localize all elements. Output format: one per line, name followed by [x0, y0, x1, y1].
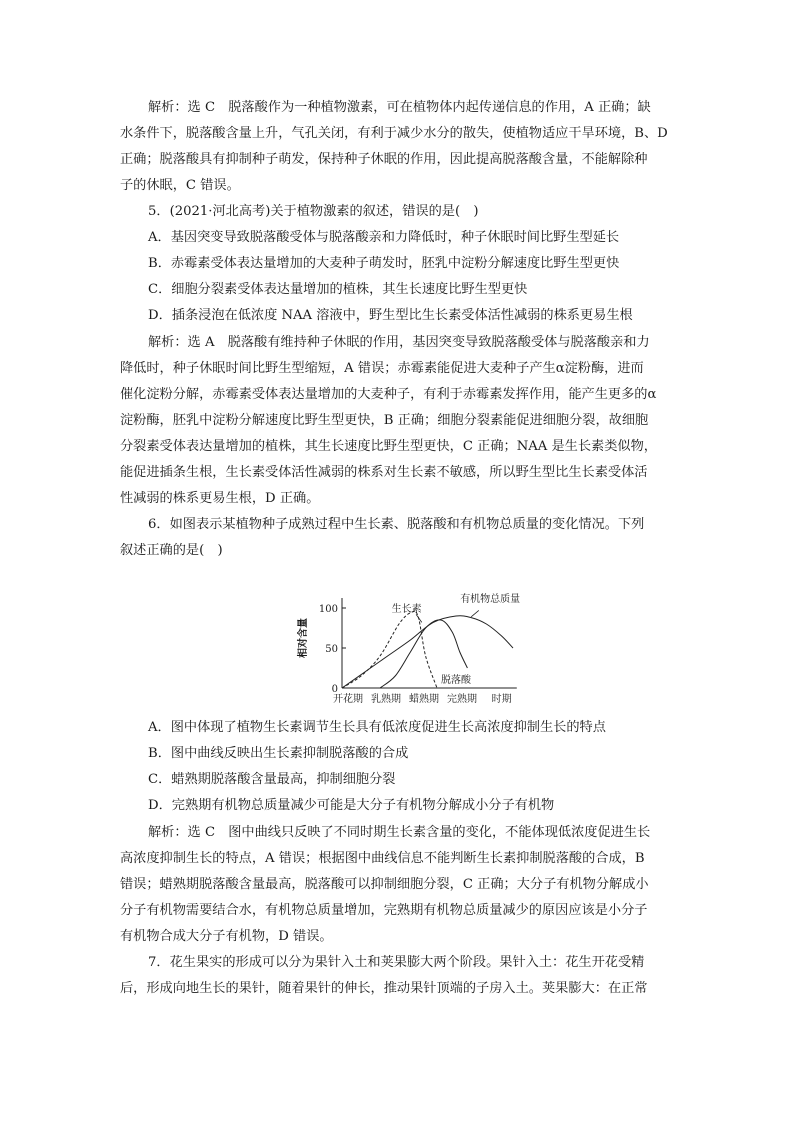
series-label-1: 脱落酸	[441, 674, 471, 686]
option-c: C．蜡熟期脱落酸含量最高，抑制细胞分裂	[148, 772, 396, 787]
analysis-line: 解析：选 C 图中曲线只反映了不同时期生长素含量的变化，不能体现低浓度促进生长	[148, 825, 651, 840]
hormone-chart	[290, 588, 530, 710]
text-line: 水条件下，脱落酸含量上升，气孔关闭，有利于减少水分的散失，使植物适应干旱环境，B、D	[120, 126, 668, 141]
y-axis-label: 相对含量	[298, 618, 309, 658]
series-label-0: 生长素	[391, 604, 422, 615]
y-tick-label: 0	[331, 684, 338, 695]
question-7-stem: 7．花生果实的形成可以分为果针入土和荚果膨大两个阶段。果针入土：花生开花受精	[148, 955, 645, 970]
text-line: 催化淀粉分解，赤霉素受体表达量增加的大麦种子，有利于赤霉素发挥作用，能产生更多的α	[120, 387, 657, 402]
text-line: 分裂素受体表达量增加的植株，其生长速度比野生型更快，C 正确；NAA 是生长素类似物，	[120, 439, 657, 454]
text-line: 叙述正确的是( )	[120, 543, 223, 558]
text-line: 性减弱的株系更易生根，D 正确。	[120, 491, 320, 506]
option-c: C．细胞分裂素受体表达量增加的植株，其生长速度比野生型更快	[148, 282, 528, 297]
chart-series	[342, 611, 513, 688]
x-tick-label: 开花期	[333, 694, 363, 705]
text-line: 淀粉酶，胚乳中淀粉分解速度比野生型更快，B 正确；细胞分裂素能促进细胞分裂，故细胞	[120, 413, 649, 428]
text-line: 解析：选 C 脱落酸作为一种植物激素，可在植物体内起传递信息的作用，A 正确；缺	[148, 100, 651, 115]
text-line: 错误；蜡熟期脱落酸含量最高，脱落酸可以抑制细胞分裂，C 正确；大分子有机物分解成小	[120, 877, 649, 892]
series-label-2: 有机物总质量	[460, 594, 521, 605]
series-line-0	[342, 611, 437, 688]
x-tick-label: 蜡熟期	[409, 694, 439, 705]
analysis-line: 解析：选 A 脱落酸有维持种子休眠的作用，基因突变导致脱落酸受体与脱落酸亲和力	[148, 335, 650, 350]
text-line: 有机物合成大分子有机物，D 错误。	[120, 929, 333, 944]
x-axis-label: 时期	[491, 694, 512, 705]
option-d: D．插条浸泡在低浓度 NAA 溶液中，野生型比生长素受体活性减弱的株系更易生根	[148, 308, 633, 323]
leader-line-2	[471, 610, 479, 616]
option-a: A．图中体现了植物生长素调节生长具有低浓度促进生长高浓度抑制生长的特点	[148, 720, 606, 735]
y-tick-label: 50	[325, 644, 338, 655]
series-line-2	[342, 616, 513, 688]
text-line: 能促进插条生根，生长素受体活性减弱的株系对生长素不敏感，所以野生型比生长素受体活	[120, 465, 648, 480]
option-b: B．赤霉素受体表达量增加的大麦种子萌发时，胚乳中淀粉分解速度比野生型更快	[148, 256, 620, 271]
text-line: 高浓度抑制生长的特点，A 错误；根据图中曲线信息不能判断生长素抑制脱落酸的合成，B	[120, 851, 645, 866]
text-line: 降低时，种子休眠时间比野生型缩短，A 错误；赤霉素能促进大麦种子产生α淀粉酶，进而	[120, 361, 644, 376]
text-line: 正确；脱落酸具有抑制种子萌发，保持种子休眠的作用，因此提高脱落酸含量，不能解除种	[120, 152, 648, 167]
option-d: D．完熟期有机物总质量减少可能是大分子有机物分解成小分子有机物	[148, 798, 555, 813]
text-line: 子的休眠，C 错误。	[120, 178, 240, 193]
option-a: A．基因突变导致脱落酸受体与脱落酸亲和力降低时，种子休眠时间比野生型延长	[148, 230, 620, 245]
text-line: 分子有机物需要结合水，有机物总质量增加，完熟期有机物总质量减少的原因应该是小分子	[120, 903, 648, 918]
text-line: 后，形成向地生长的果针，随着果针的伸长，推动果针顶端的子房入土。荚果膨大：在正常	[120, 981, 648, 996]
x-tick-label: 乳熟期	[371, 694, 401, 705]
question-6-stem: 6．如图表示某植物种子成熟过程中生长素、脱落酸和有机物总质量的变化情况。下列	[148, 517, 645, 532]
leader-line-0	[416, 614, 422, 622]
option-b: B．图中曲线反映出生长素抑制脱落酸的合成	[148, 746, 409, 761]
question-5-stem: 5．(2021·河北高考)关于植物激素的叙述，错误的是( )	[148, 204, 479, 219]
x-tick-label: 完熟期	[447, 694, 477, 705]
y-tick-label: 100	[318, 604, 338, 615]
chart-axes	[342, 598, 517, 688]
